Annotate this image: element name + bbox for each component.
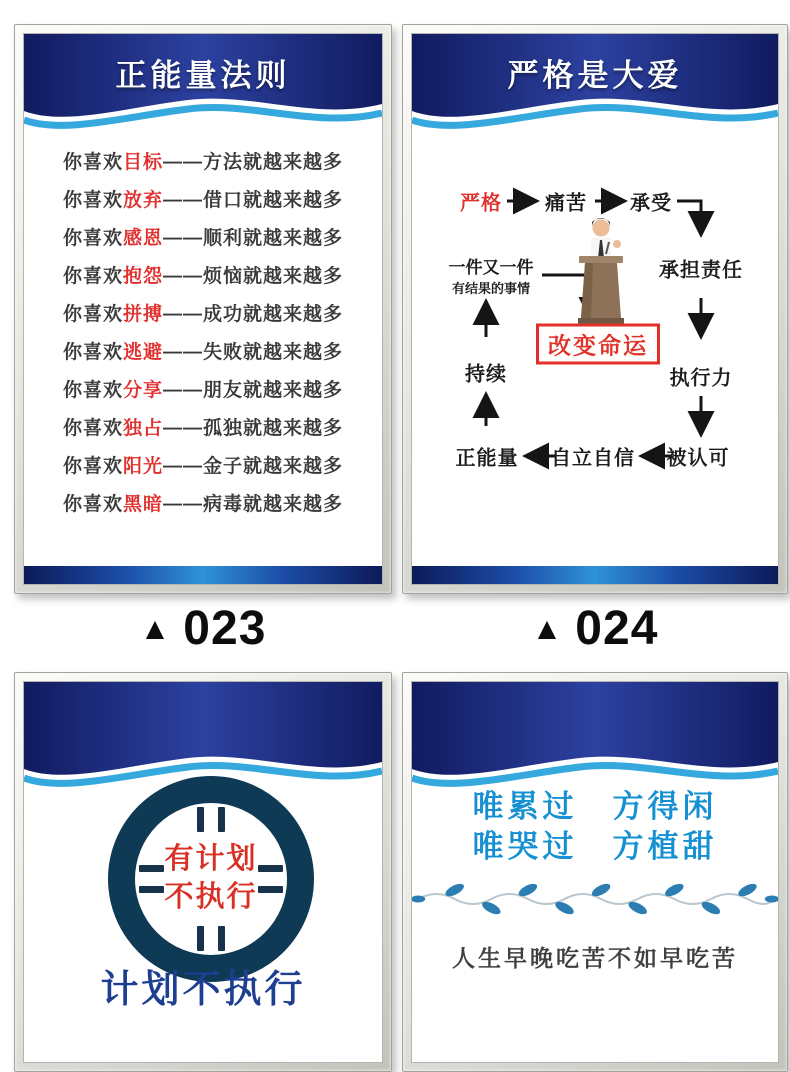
- law-line: [24, 217, 382, 255]
- poster-plan-frame: [14, 672, 392, 1072]
- banner-wave-decoration: [412, 682, 778, 798]
- line-rest: ——方法就越来越多: [163, 151, 344, 173]
- flow-node-positive: 正能量: [455, 447, 519, 470]
- line-keyword: 阳光: [122, 455, 163, 477]
- poster-023-title: 正能量法则: [115, 58, 291, 93]
- flow-node-persist: 持续: [465, 363, 507, 386]
- poster-footer-bar: [412, 566, 778, 584]
- poster-024-banner: [412, 34, 778, 140]
- clock-center-text: [108, 776, 314, 982]
- flow-node-recognized: 被认可: [666, 447, 730, 470]
- line-prefix: 你喜欢: [62, 265, 123, 287]
- leaf-vine-divider-icon: [412, 881, 778, 915]
- flow-node-responsibility: 承担责任: [659, 259, 743, 282]
- poster-024-title: 严格是大爱: [507, 58, 683, 93]
- line-rest: ——顺利就越来越多: [163, 227, 344, 249]
- law-list: [24, 141, 382, 521]
- triangle-marker-icon: ▲: [139, 610, 171, 646]
- flow-node-strict: 严格: [460, 192, 502, 215]
- bitter-line2: 唯哭过 方植甜: [472, 829, 718, 864]
- poster-024-frame: [402, 24, 788, 594]
- bitter-slogan: [412, 787, 778, 867]
- line-prefix: 你喜欢: [62, 189, 123, 211]
- line-rest: ——病毒就越来越多: [163, 493, 344, 515]
- law-line: [24, 293, 382, 331]
- line-rest: ——朋友就越来越多: [163, 379, 344, 401]
- item-label-023: [14, 600, 392, 656]
- line-keyword: 黑暗: [122, 493, 163, 515]
- line-keyword: 放弃: [122, 189, 163, 211]
- line-keyword: 抱怨: [122, 265, 163, 287]
- bitter-bottom-text: 人生早晚吃苦不如早吃苦: [452, 945, 738, 971]
- poster-023-frame: [14, 24, 392, 594]
- poster-024: [402, 24, 788, 594]
- bitter-line1: 唯累过 方得闲: [472, 789, 718, 824]
- line-prefix: 你喜欢: [62, 303, 123, 325]
- law-line: [24, 369, 382, 407]
- line-keyword: 拼搏: [122, 303, 163, 325]
- poster-023: [14, 24, 392, 594]
- line-keyword: 独占: [122, 417, 163, 439]
- flow-node-confidence: 自立自信: [551, 447, 635, 470]
- law-line: [24, 483, 382, 521]
- item-number: 024: [575, 601, 659, 655]
- line-keyword: 分享: [122, 379, 163, 401]
- poster-bitter-banner: [412, 682, 778, 798]
- line-keyword: 感恩: [122, 227, 163, 249]
- plan-line2: 不执行: [164, 881, 258, 913]
- line-prefix: 你喜欢: [62, 227, 123, 249]
- line-prefix: 你喜欢: [62, 151, 123, 173]
- line-prefix: 你喜欢: [62, 417, 123, 439]
- speaker-podium-icon: [565, 214, 637, 332]
- one-by-one-line2: 有结果的事情: [451, 281, 530, 296]
- poster-bitter-frame: [402, 672, 788, 1072]
- flow-node-pain: 痛苦: [545, 192, 587, 215]
- line-prefix: 你喜欢: [62, 341, 123, 363]
- flow-node-endure: 承受: [630, 192, 672, 215]
- law-line: [24, 141, 382, 179]
- line-rest: ——金子就越来越多: [163, 455, 344, 477]
- line-prefix: 你喜欢: [62, 493, 123, 515]
- strict-flowchart: [412, 174, 772, 479]
- poster-023-banner: [24, 34, 382, 140]
- law-line: [24, 331, 382, 369]
- line-keyword: 目标: [122, 151, 163, 173]
- flow-node-execution: 执行力: [669, 367, 733, 390]
- line-rest: ——成功就越来越多: [163, 303, 344, 325]
- plan-caption: 计划不执行: [100, 969, 306, 1011]
- line-rest: ——烦恼就越来越多: [163, 265, 344, 287]
- triangle-marker-icon: ▲: [531, 610, 563, 646]
- clock-circle-icon: [108, 776, 314, 982]
- line-prefix: 你喜欢: [62, 379, 123, 401]
- poster-footer-bar: [24, 566, 382, 584]
- line-rest: ——借口就越来越多: [163, 189, 344, 211]
- line-prefix: 你喜欢: [62, 455, 123, 477]
- flow-node-change-fate: 改变命运: [536, 324, 660, 365]
- law-line: [24, 407, 382, 445]
- law-line: [24, 255, 382, 293]
- law-line: [24, 445, 382, 483]
- item-label-024: [402, 600, 788, 656]
- poster-bitter: [402, 672, 788, 1072]
- line-keyword: 逃避: [122, 341, 163, 363]
- item-number: 023: [183, 601, 267, 655]
- line-rest: ——孤独就越来越多: [163, 417, 344, 439]
- law-line: [24, 179, 382, 217]
- one-by-one-line1: 一件又一件: [448, 258, 534, 277]
- flow-node-one-by-one: [449, 253, 534, 297]
- poster-plan: [14, 672, 392, 1072]
- line-rest: ——失败就越来越多: [163, 341, 344, 363]
- plan-line1: 有计划: [164, 843, 258, 876]
